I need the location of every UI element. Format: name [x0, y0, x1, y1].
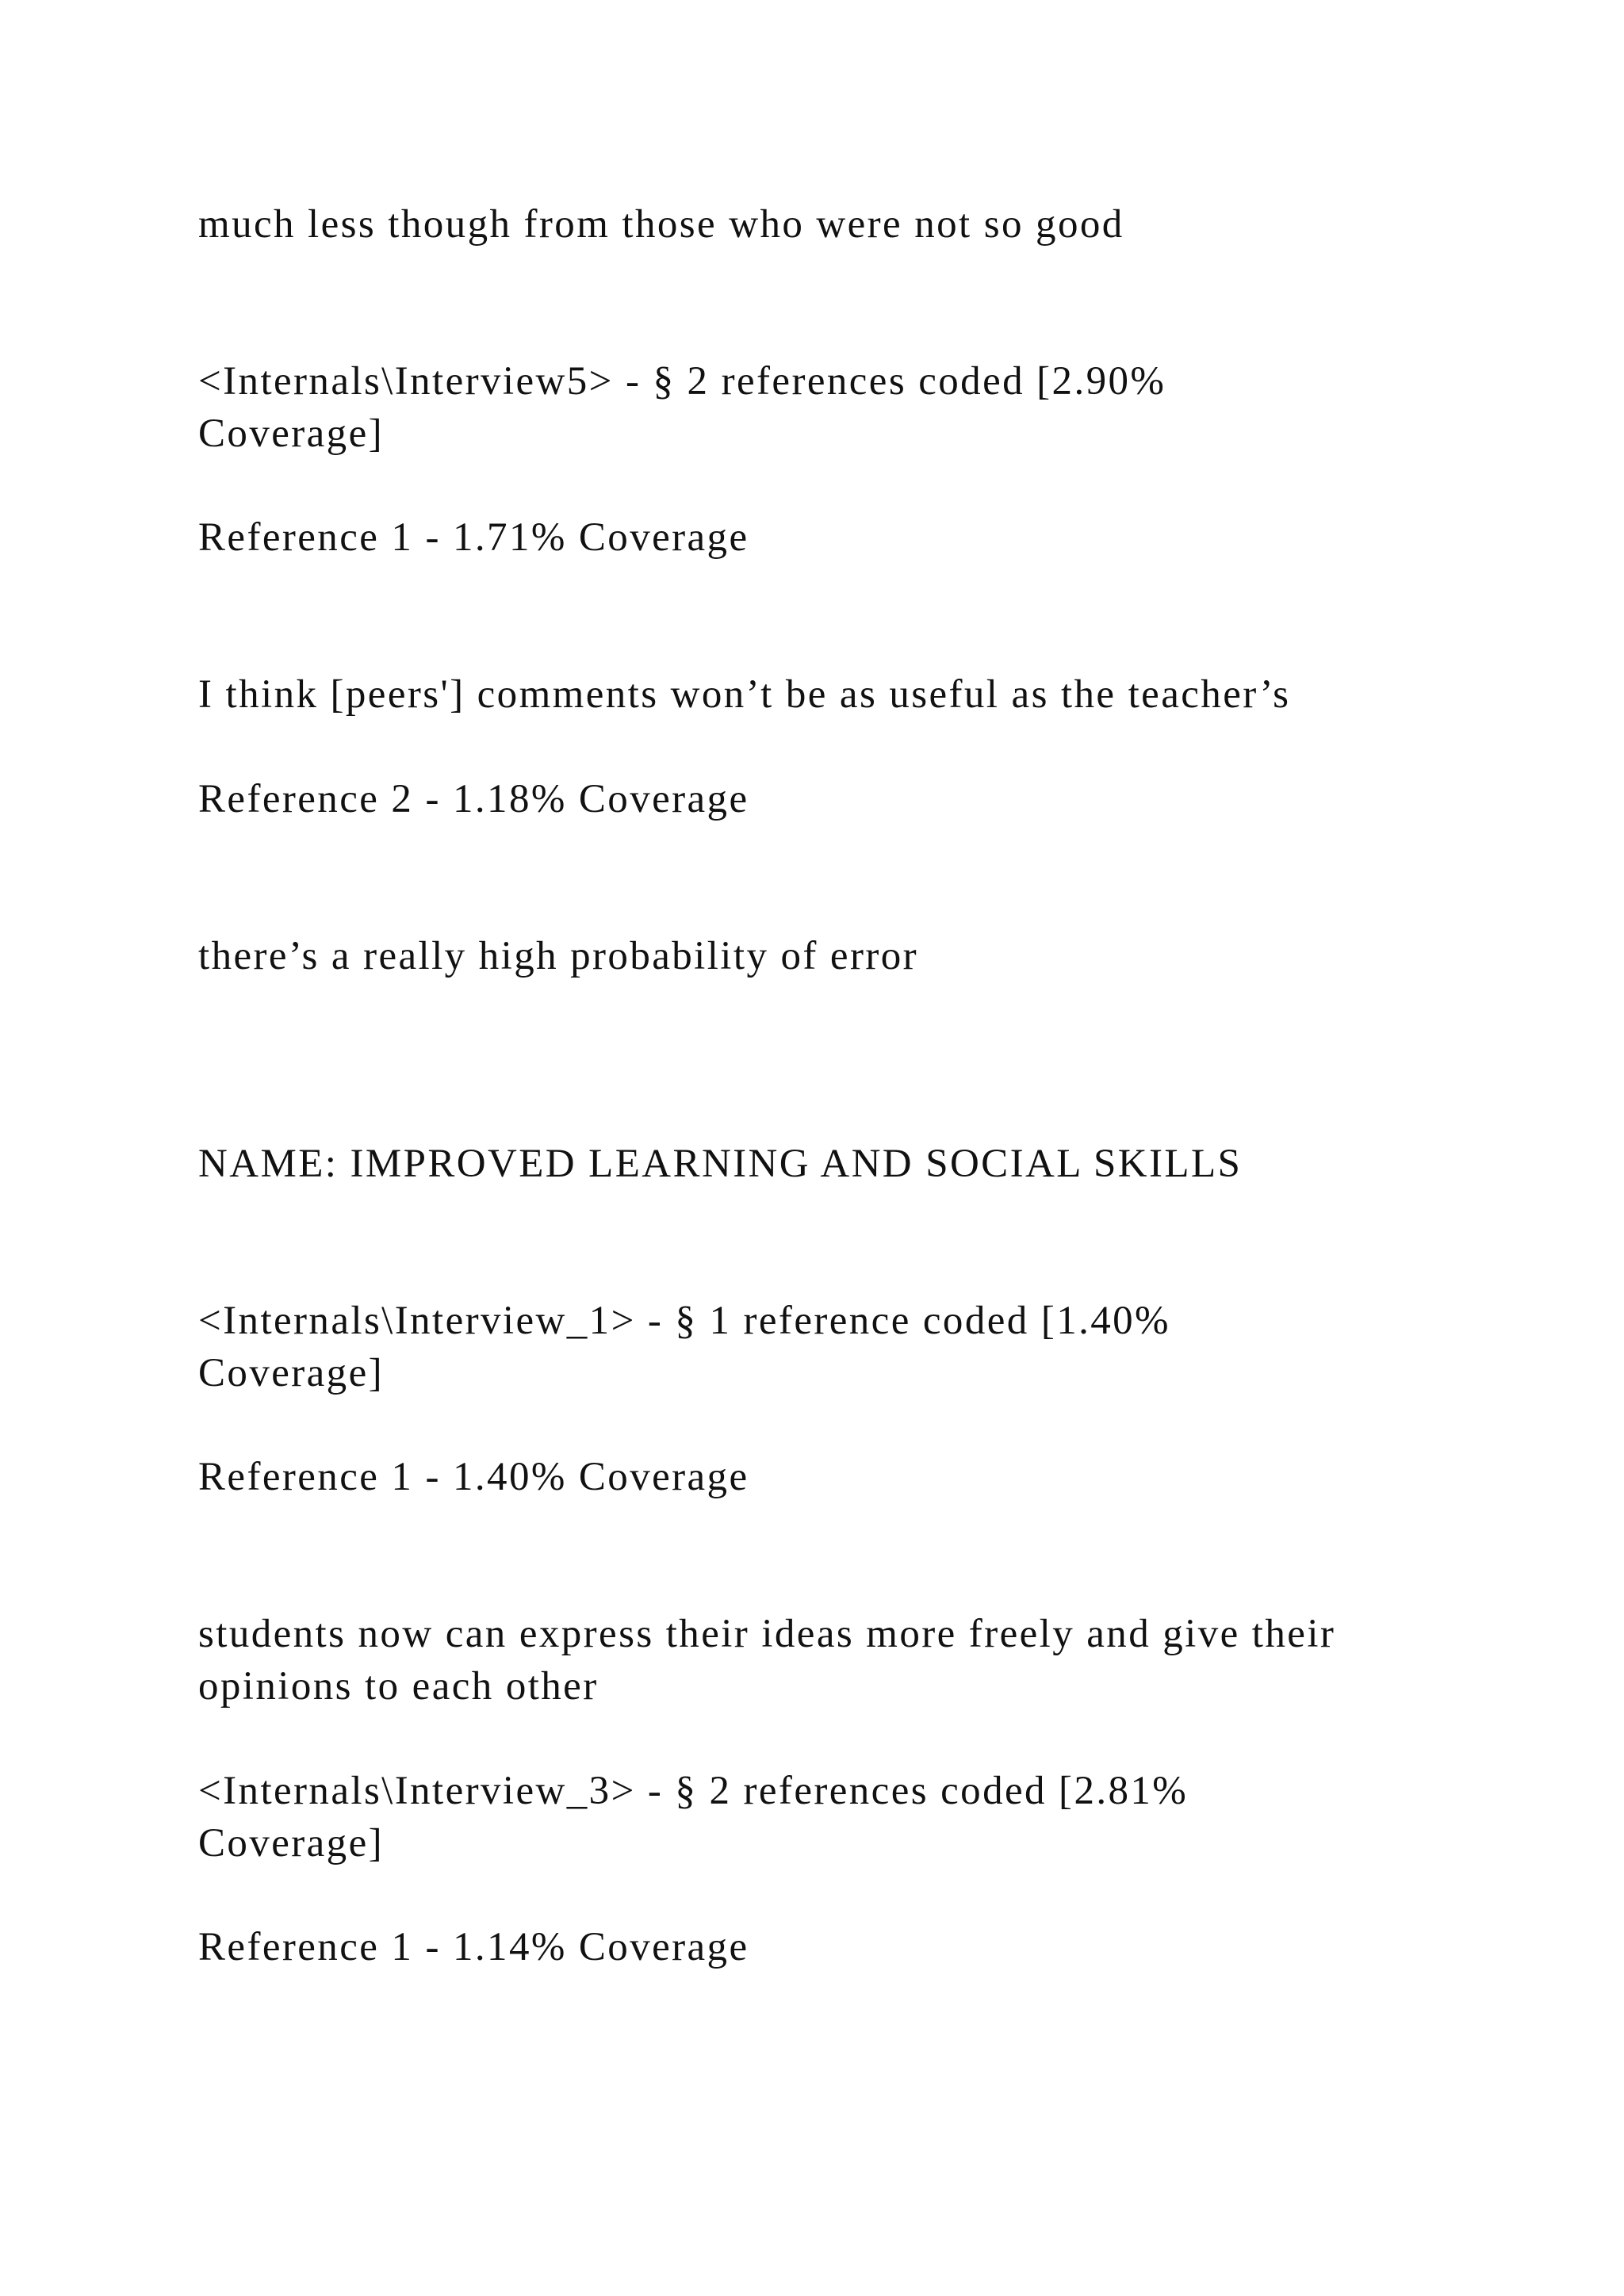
- reference-label: Reference 2 - 1.18% Coverage: [198, 777, 749, 821]
- section-name-heading: NAME: IMPROVED LEARNING AND SOCIAL SKILLS: [198, 1142, 1243, 1186]
- source-reference-heading: <Internals\Interview5> - § 2 references coded [2.90% Coverage]: [198, 359, 1166, 456]
- quote-text: much less though from those who were not so good: [198, 202, 1124, 247]
- source-reference-heading: <Internals\Interview_1> - § 1 reference coded [1.40% Coverage]: [198, 1299, 1170, 1395]
- reference-label: Reference 1 - 1.14% Coverage: [198, 1925, 749, 1969]
- reference-label: Reference 1 - 1.71% Coverage: [198, 515, 749, 560]
- reference-label: Reference 1 - 1.40% Coverage: [198, 1455, 749, 1499]
- source-reference-heading: <Internals\Interview_3> - § 2 references coded [2.81% Coverage]: [198, 1769, 1189, 1866]
- quote-text: I think [peers'] comments won’t be as useful as the teacher’s: [198, 672, 1291, 717]
- quote-text: there’s a really high probability of error: [198, 934, 919, 978]
- quote-text: students now can express their ideas more freely and give their opinions to each other: [198, 1612, 1336, 1709]
